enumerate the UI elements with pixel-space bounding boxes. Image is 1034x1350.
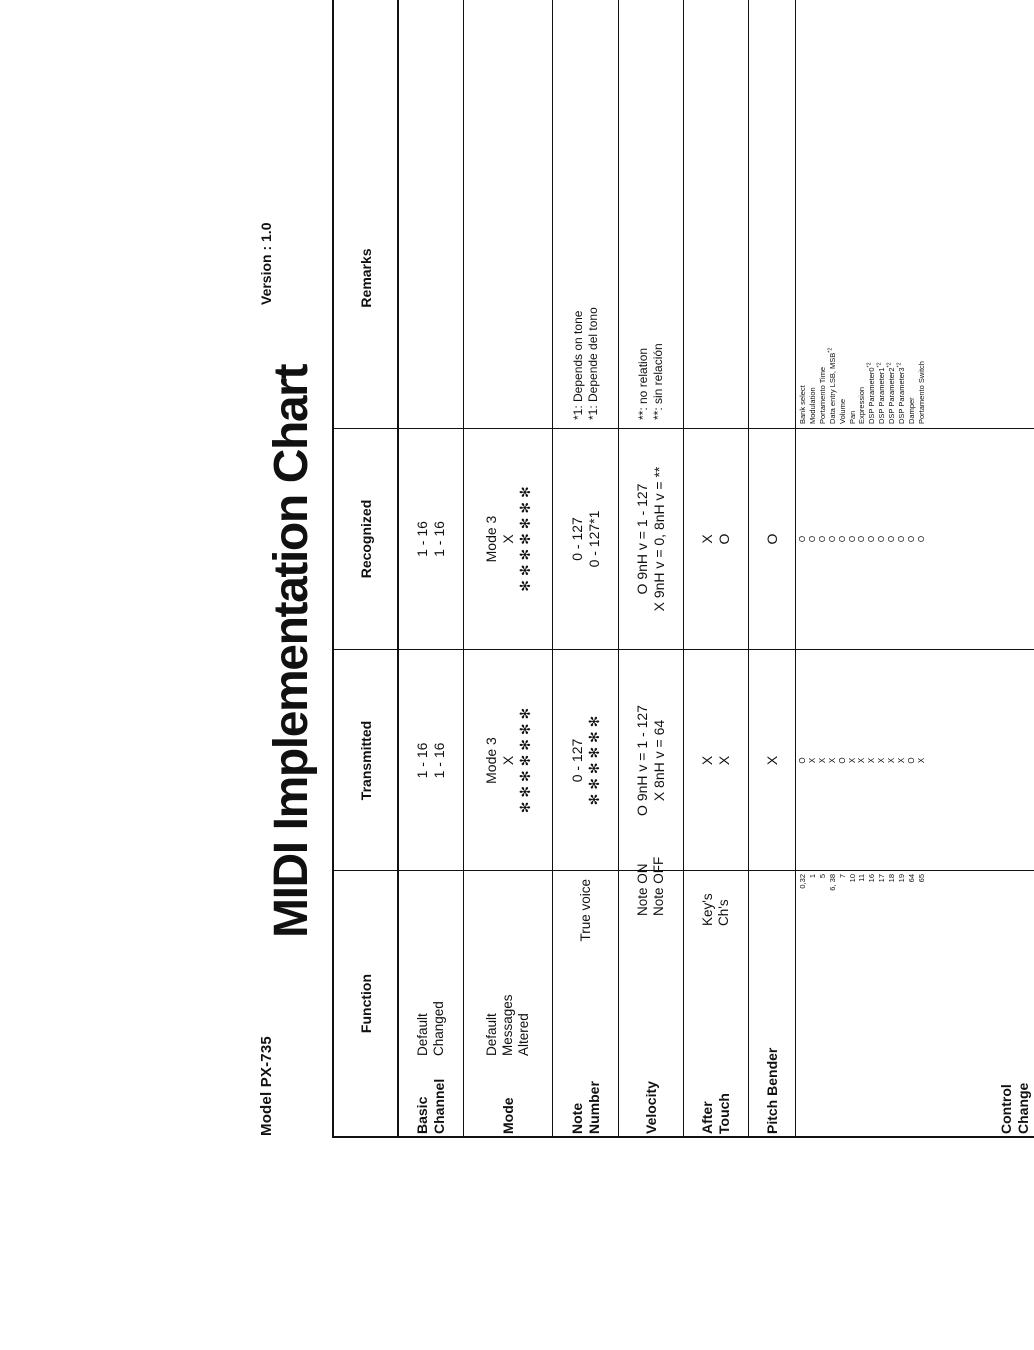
midi-implementation-table — [332, 0, 1034, 1138]
transmitted-mark: X — [877, 757, 887, 764]
sub-function-velocity: Note ON Note OFF — [635, 856, 666, 916]
control-remark — [818, 134, 828, 424]
recognized-mark: O — [798, 535, 807, 543]
row-label-after-touch: After Touch — [699, 1093, 732, 1134]
control-change-recognized — [798, 429, 927, 649]
control-remark — [907, 134, 917, 424]
control-number: 7 — [837, 874, 847, 879]
transmitted-mark: X — [897, 757, 907, 764]
transmitted-pitch-bender: X — [763, 755, 780, 766]
control-remark-text: Modulation — [807, 387, 817, 424]
control-remark-footnote: *2 — [827, 347, 834, 353]
control-remark-text: DSP Parameter3 — [897, 367, 907, 424]
control-remark — [798, 134, 808, 424]
control-number: 17 — [877, 874, 887, 883]
transmitted-note-number: 0 - 127 ✻ ✻ ✻ ✻ ✻ ✻ — [568, 715, 602, 806]
column-header-transmitted: Transmitted — [357, 720, 374, 801]
remarks-note-number: *1: Depends on tone *1: Depende del tono — [570, 307, 600, 420]
control-remark-text: DSP Parameter2 — [887, 367, 897, 424]
control-remark-text: DSP Parameter0 — [867, 367, 877, 424]
row-label-basic-channel: Basic Channel — [414, 1078, 447, 1134]
control-remark — [828, 134, 838, 424]
row-mode — [464, 0, 553, 1136]
transmitted-mark: O — [906, 757, 916, 764]
control-remark — [887, 134, 897, 424]
recognized-pitch-bender: O — [763, 533, 780, 545]
transmitted-mark: X — [857, 757, 867, 764]
transmitted-mark: X — [847, 757, 857, 764]
control-remark-text: Data entry LSB, MSB — [827, 352, 837, 424]
control-remark-text: Volume — [837, 398, 847, 424]
control-change-remarks — [798, 134, 927, 424]
row-after-touch — [684, 0, 749, 1136]
control-remark-footnote: *2 — [886, 362, 893, 368]
transmitted-mark: X — [807, 757, 817, 764]
divider-function-transmitted — [334, 870, 1034, 871]
recognized-mark: O — [817, 535, 827, 543]
transmitted-mark: X — [887, 757, 897, 764]
control-remark-text: Portamento Time — [817, 366, 827, 424]
control-number: 11 — [857, 874, 867, 882]
row-basic-channel — [399, 0, 464, 1136]
transmitted-mark: O — [837, 757, 847, 764]
divider-recognized-remarks — [334, 428, 1034, 429]
control-remark-footnote: *2 — [876, 362, 883, 368]
transmitted-after-touch: X X — [699, 755, 732, 766]
transmitted-mark: X — [817, 757, 827, 764]
transmitted-mode: Mode 3 X ✻ ✻ ✻ ✻ ✻ ✻ ✻ — [482, 707, 533, 814]
recognized-mark: O — [827, 535, 837, 543]
control-remark — [877, 134, 887, 424]
control-remark-text: Expression — [857, 386, 867, 424]
version-label: Version : 1.0 — [258, 222, 274, 305]
row-pitch-bender — [749, 0, 796, 1136]
recognized-mark: O — [807, 535, 817, 543]
control-number: 0,32 — [798, 874, 807, 889]
sub-function-basic-channel: Default Changed — [415, 1001, 446, 1056]
control-number: 19 — [897, 874, 907, 883]
control-number: 6, 38 — [827, 874, 837, 891]
remarks-velocity: **: no relation **: sin relación — [636, 343, 665, 420]
row-velocity — [619, 0, 684, 1136]
transmitted-mark: X — [916, 757, 926, 764]
recognized-mark: O — [906, 535, 916, 543]
column-header-recognized: Recognized — [357, 499, 374, 579]
control-number: 16 — [867, 874, 877, 883]
control-remark — [897, 134, 907, 424]
control-number: 18 — [887, 874, 897, 883]
recognized-note-number: 0 - 127 0 - 127*1 — [568, 510, 602, 568]
control-number: 64 — [906, 874, 916, 883]
row-label-pitch-bender: Pitch Bender — [763, 1047, 780, 1134]
control-remark-text: Damper — [906, 397, 916, 424]
row-label-mode: Mode — [499, 1097, 516, 1134]
control-number: 65 — [916, 874, 926, 883]
control-number: 1 — [807, 874, 817, 879]
transmitted-mark: X — [827, 757, 837, 764]
row-note-number — [553, 0, 619, 1136]
table-header-row — [334, 0, 399, 1136]
column-header-function: Function — [357, 973, 374, 1034]
divider-transmitted-recognized — [334, 649, 1034, 650]
control-remark — [838, 134, 848, 424]
control-change-numbers — [798, 874, 927, 946]
control-remark-text: Pan — [847, 410, 857, 424]
recognized-basic-channel: 1 - 16 1 - 16 — [414, 521, 447, 557]
sub-function-mode: Default Messages Altered — [484, 994, 531, 1056]
chart-title: MIDI Implementation Chart — [265, 364, 318, 938]
model-label: Model PX-735 — [258, 1036, 275, 1136]
sub-function-note-number: True voice — [577, 879, 593, 942]
control-number: 10 — [847, 874, 857, 883]
recognized-mark: O — [897, 535, 907, 543]
control-remark-footnote: *2 — [866, 362, 873, 368]
control-number: 5 — [817, 874, 827, 879]
control-remark — [867, 134, 877, 424]
control-remark — [808, 134, 818, 424]
row-label-velocity: Velocity — [642, 1081, 659, 1134]
transmitted-mark: O — [798, 757, 807, 764]
control-remark-footnote: *2 — [896, 362, 903, 368]
column-header-remarks: Remarks — [357, 248, 374, 308]
row-label-note-number: Note Number — [568, 1081, 602, 1134]
transmitted-basic-channel: 1 - 16 1 - 16 — [414, 742, 447, 779]
control-remark-text: Portamento Switch — [916, 361, 926, 424]
recognized-mark: O — [857, 535, 867, 543]
recognized-mark: O — [887, 535, 897, 543]
recognized-mode: Mode 3 X ✻ ✻ ✻ ✻ ✻ ✻ ✻ — [482, 486, 533, 592]
recognized-mark: O — [877, 535, 887, 543]
row-label-control-change: Control Change — [998, 1082, 1031, 1134]
row-control-change — [796, 0, 1034, 1136]
control-remark — [917, 134, 927, 424]
control-remark — [848, 134, 858, 424]
control-remark-text: Bank select — [798, 385, 807, 424]
recognized-velocity: O 9nH v = 1 - 127 X 9nH v = 0, 8nH v = ** — [634, 466, 667, 612]
control-remark — [857, 134, 867, 424]
control-remark-text: DSP Parameter1 — [877, 367, 887, 424]
recognized-mark: O — [847, 535, 857, 543]
recognized-after-touch: X O — [699, 533, 732, 545]
transmitted-velocity: O 9nH v = 1 - 127 X 8nH v = 64 — [634, 705, 667, 816]
transmitted-mark: X — [867, 757, 877, 764]
sub-function-after-touch: Key's Ch's — [700, 893, 731, 926]
recognized-mark: O — [867, 535, 877, 543]
control-change-transmitted — [798, 651, 927, 870]
recognized-mark: O — [837, 535, 847, 543]
recognized-mark: O — [916, 535, 926, 543]
